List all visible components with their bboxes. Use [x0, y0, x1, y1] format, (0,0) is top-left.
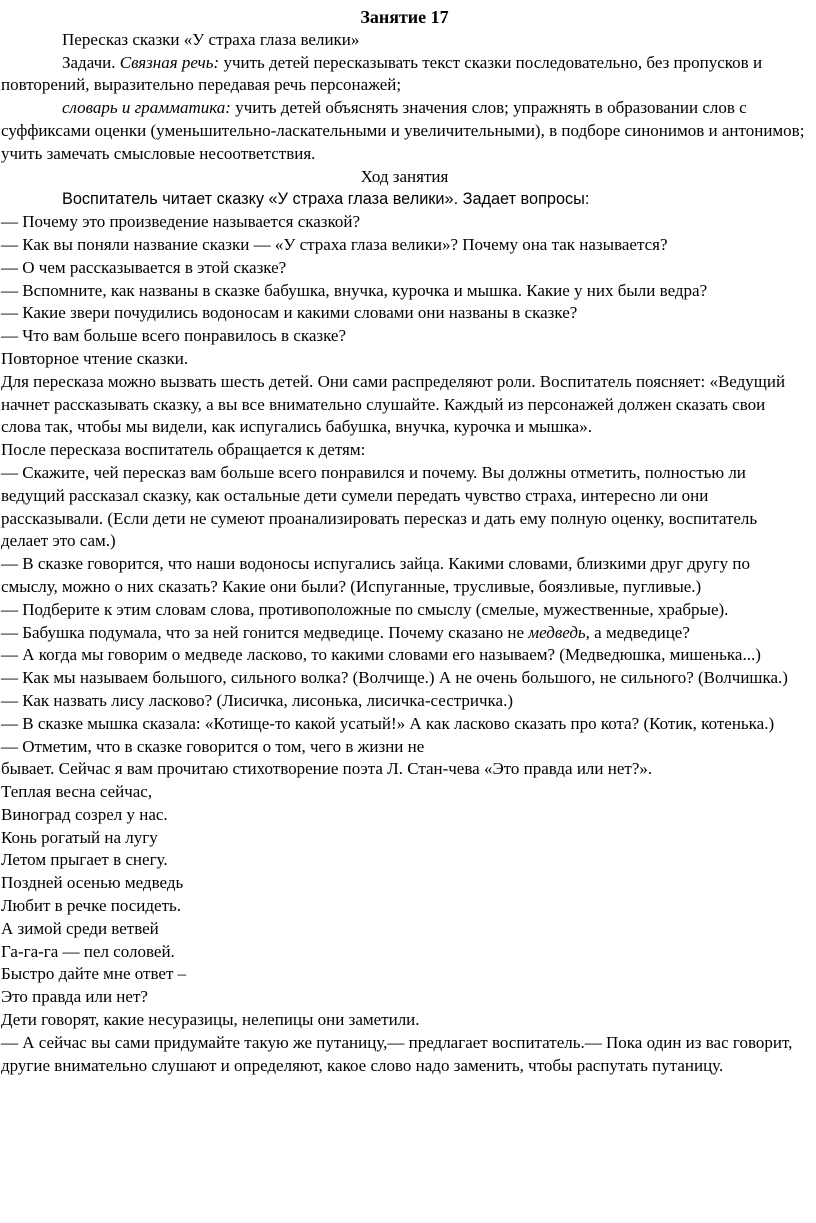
- paragraph-repeat-reading: Повторное чтение сказки.: [1, 348, 189, 368]
- poem-line: Это правда или нет?: [1, 987, 148, 1007]
- paragraph-note-line-2: бывает. Сейчас я вам прочитаю стихотворение поэта Л. Стан-чева «Это правда или нет?».: [1, 759, 653, 779]
- tasks-text-vocabulary: учить детей объяснять значения слов; упражнять в образовании слов с суффиксами оценки (уменьшительно-ласкательными и увеличительными), в подборе синонимов и антонимов; учить замечать смысловые несоответствия.: [1, 98, 805, 163]
- paragraph-opposite: — Подберите к этим словам слова, противоположные по смыслу (смелые, мужественные, храбрые).: [1, 599, 729, 619]
- paragraph-final: — А сейчас вы сами придумайте такую же путаницу,— предлагает воспитатель.— Пока один из вас говорит, другие внимательно слушают и определяют, какое слово надо заменить, чтобы распутать путаницу.: [1, 1032, 793, 1075]
- paragraph-after-retelling: После пересказа воспитатель обращается к детям:: [1, 440, 366, 460]
- question-item: — Как вы поняли название сказки — «У страха глаза велики»? Почему она так называется?: [1, 234, 668, 254]
- bear-text-before: — Бабушка подумала, что за ней гонится медведице. Почему сказано не: [1, 622, 529, 642]
- page-title: Занятие 17: [360, 7, 449, 27]
- poem-line: Теплая весна сейчас,: [1, 782, 153, 802]
- tasks-label-speech: Связная речь:: [119, 52, 220, 72]
- tasks-lead: Задачи.: [62, 52, 120, 72]
- paragraph-tell: — Скажите, чей пересказ вам больше всего понравился и почему. Вы должны отметить, полностью ли ведущий рассказал сказку, как остальные дети сумели передать чувство страха, интересно ли они рассказывали. (Если дети не сумеют проанализировать пересказ и дать ему полную оценку, воспитатель делает это сам.): [1, 462, 758, 551]
- poem-line: Виноград созрел у нас.: [1, 804, 168, 824]
- course-heading: Ход занятия: [360, 166, 449, 186]
- teacher-reads: Воспитатель читает сказку «У страха глаза велики». Задает вопросы:: [62, 190, 590, 209]
- tasks-paragraph: [1, 52, 808, 98]
- poem-line: Конь рогатый на лугу: [1, 827, 158, 847]
- tasks-label-vocabulary: словарь и грамматика:: [62, 98, 231, 118]
- paragraph-bear: [1, 622, 808, 645]
- question-item: — Что вам больше всего понравилось в сказке?: [1, 326, 347, 346]
- question-item: — Вспомните, как названы в сказке бабушка, внучка, курочка и мышка. Какие у них были ведра?: [1, 280, 708, 300]
- poem-line: Поздней осенью медведь: [1, 873, 184, 893]
- paragraph-six-children: Для пересказа можно вызвать шесть детей. Они сами распределяют роли. Воспитатель поясняет: «Ведущий начнет рассказывать сказку, а вы все внимательно слушайте. Каждый из персонажей должен сказать свои слова так, чтобы мы видели, как испугались бабушка, внучка, курочка и мышка».: [1, 371, 786, 437]
- paragraph-fox: — Как назвать лису ласково? (Лисичка, лисонька, лисичка-сестричка.): [1, 690, 513, 710]
- paragraph-bear-kind: — А когда мы говорим о медведе ласково, то какими словами его называем? (Медведюшка, мишенька...): [1, 645, 761, 665]
- poem-line: Быстро дайте мне ответ –: [1, 964, 187, 984]
- paragraph-cat: — В сказке мышка сказала: «Котище-то какой усатый!» А как ласково сказать про кота? (Котик, котенька.): [1, 713, 775, 733]
- lesson-subtitle: Пересказ сказки «У страха глаза велики»: [62, 29, 360, 49]
- question-item: — Почему это произведение называется сказкой?: [1, 212, 361, 232]
- bear-text-after: а медведице?: [589, 622, 690, 642]
- bear-word: медведь,: [528, 622, 590, 642]
- poem-line: Летом прыгает в снегу.: [1, 850, 168, 870]
- poem-line: Га-га-га — пел соловей.: [1, 941, 175, 961]
- paragraph-wolf: — Как мы называем большого, сильного волка? (Волчище.) А не очень большого, не сильного? (Волчишка.): [1, 668, 788, 688]
- poem-line: Любит в речке посидеть.: [1, 896, 182, 916]
- tasks-text-speech: учить детей пересказывать текст сказки последовательно, без пропусков и повторений, выразительно передавая речь персонажей;: [1, 52, 763, 95]
- paragraph-note-line-1: — Отметим, что в сказке говорится о том, чего в жизни не: [1, 736, 425, 756]
- question-item: — Какие звери почудились водоносам и какими словами они названы в сказке?: [1, 303, 578, 323]
- paragraph-hare: — В сказке говорится, что наши водоносы испугались зайца. Какими словами, близкими друг другу по смыслу, можно о них сказать? Какие они были? (Испуганные, трусливые, боязливые, пугливые.): [1, 554, 751, 596]
- poem-line: А зимой среди ветвей: [1, 918, 159, 938]
- paragraph-children-answer: Дети говорят, какие несуразицы, нелепицы они заметили.: [1, 1010, 420, 1030]
- tasks-vocabulary-paragraph: [1, 97, 808, 165]
- question-item: — О чем рассказывается в этой сказке?: [1, 257, 287, 277]
